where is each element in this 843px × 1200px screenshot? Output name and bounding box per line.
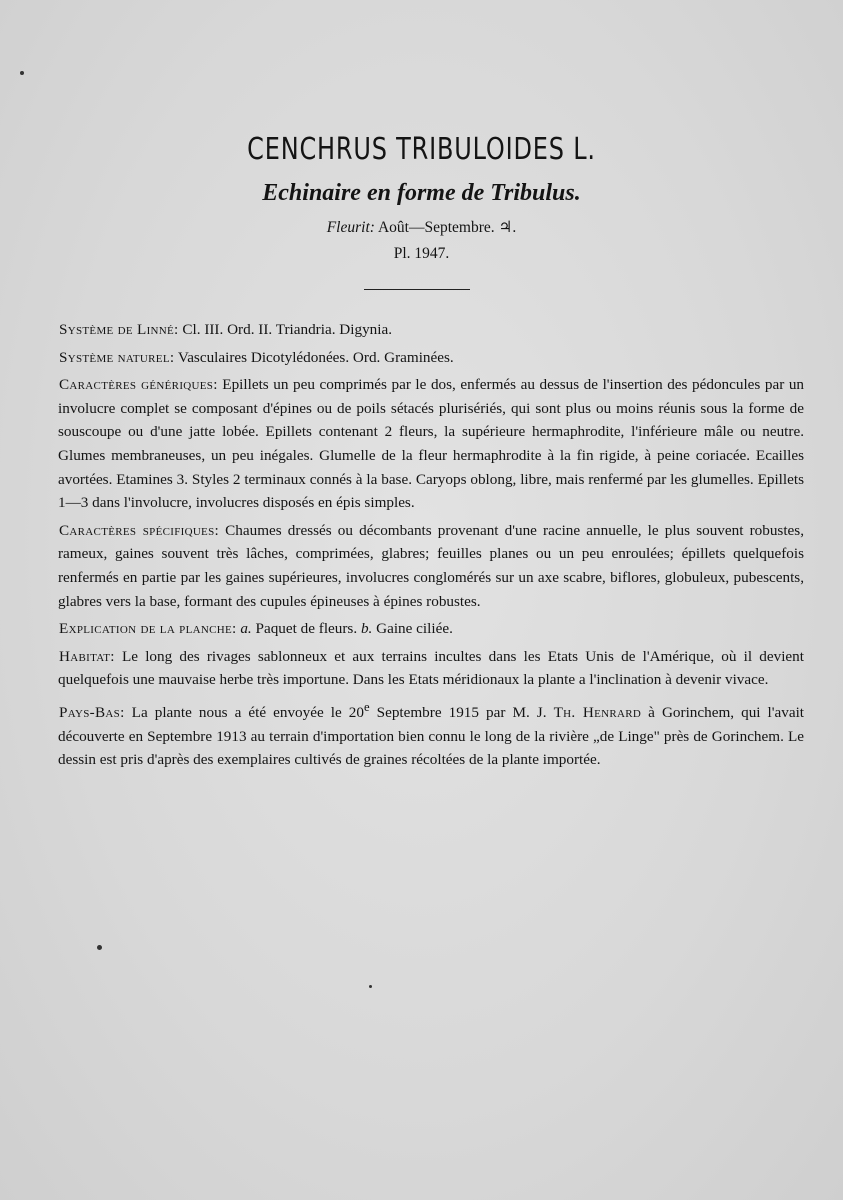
section-systeme-naturel xyxy=(58,346,804,370)
section-text: Vasculaires Dicotylédonées. Ord. Graminées. xyxy=(177,348,454,366)
section-text: Septembre 1915 par M. J. xyxy=(376,703,547,721)
ordinal-suffix: e xyxy=(363,699,370,714)
flowering-info xyxy=(0,218,843,237)
section-pays-bas xyxy=(58,696,804,772)
figure-text-a: Paquet de fleurs. xyxy=(255,620,358,638)
figure-letter-a: a. xyxy=(240,620,252,638)
section-label: Caractères génériques: xyxy=(59,376,218,394)
section-label: Caractères spécifiques: xyxy=(59,521,220,539)
flowering-label: Fleurit: xyxy=(326,219,375,236)
section-label: Habitat: xyxy=(59,647,115,665)
section-caracteres-specifiques xyxy=(58,519,804,613)
divider xyxy=(364,289,470,290)
description-body xyxy=(58,318,804,776)
section-text: Cl. III. Ord. II. Triandria. Digynia. xyxy=(182,321,393,338)
flowering-value: Août—Septembre. ♃. xyxy=(377,219,517,236)
person-name: Th. Henrard xyxy=(553,703,642,721)
figure-letter-b: b. xyxy=(360,620,373,638)
section-label: Système naturel: xyxy=(59,348,175,366)
common-name: Echinaire en forme de Tribulus. xyxy=(262,180,581,206)
ink-speck xyxy=(369,985,372,988)
section-explication xyxy=(58,617,804,641)
section-text: La plante nous a été envoyée le 20 xyxy=(131,703,364,721)
section-label: Pays-Bas: xyxy=(59,703,125,721)
page-title: CENCHRUS TRIBULOIDES L. xyxy=(247,132,596,167)
section-text: à Gorinchem, qui l'avait découverte en Septembre 1913 au terrain d'importation bien connu le long de la rivière „de Linge" près de Gorinchem. Le dessin est pris d'après des exemplaires cultivés de graines récoltées de la plante importée. xyxy=(58,703,805,769)
section-label: Explication de la planche: xyxy=(59,620,237,638)
figure-text-b: Gaine ciliée. xyxy=(376,620,453,638)
ink-speck xyxy=(97,945,102,950)
section-text: Chaumes dressés ou décombants provenant d'une racine annuelle, le plus souvent robustes, rameux, gaines souvent très lâches, comprimées, glabres; feuilles planes ou un peu enroulées; épillets quelquefois renfermés en partie par les gaines supérieures, involucres conglomérés sur un axe scabre, biflores, globuleux, pubescents, glabres vers la base, formant des cupules épineuses à épines robustes. xyxy=(58,521,804,610)
section-label: Système de Linné: xyxy=(59,321,179,338)
section-text: Le long des rivages sablonneux et aux terrains incultes dans les Etats Unis de l'Amérique, où il devient quelquefois une mauvaise herbe très importune. Dans les Etats méridionaux la plante a l'inclination à devenir vivace. xyxy=(58,647,804,689)
section-linne xyxy=(58,318,804,342)
section-habitat xyxy=(58,645,804,692)
plate-number: Pl. 1947. xyxy=(393,245,450,262)
section-text: Epillets un peu comprimés par le dos, enfermés au dessus de l'insertion des pédoncules par un involucre complet se composant d'épines ou de poils sétacés plurisériés, qui sont plus ou moins réunis sous la forme de souscoupe ou d'une jatte lobée. Epillets contenant 2 fleurs, la supérieure hermaphrodite, l'inférieure mâle ou neutre. Glumes membraneuses, un peu inégales. Glumelle de la fleur hermaphrodite à la fin rigide, à peine coriacée. Ecailles avortées. Etamines 3. Styles 2 terminaux connés à la base. Caryops oblong, libre, mais renfermé par les glumelles. Epillets 1—3 dans l'involucre, involucres disposés en épis simples. xyxy=(58,376,805,512)
ink-speck xyxy=(20,71,24,75)
section-caracteres-generiques xyxy=(58,373,804,515)
